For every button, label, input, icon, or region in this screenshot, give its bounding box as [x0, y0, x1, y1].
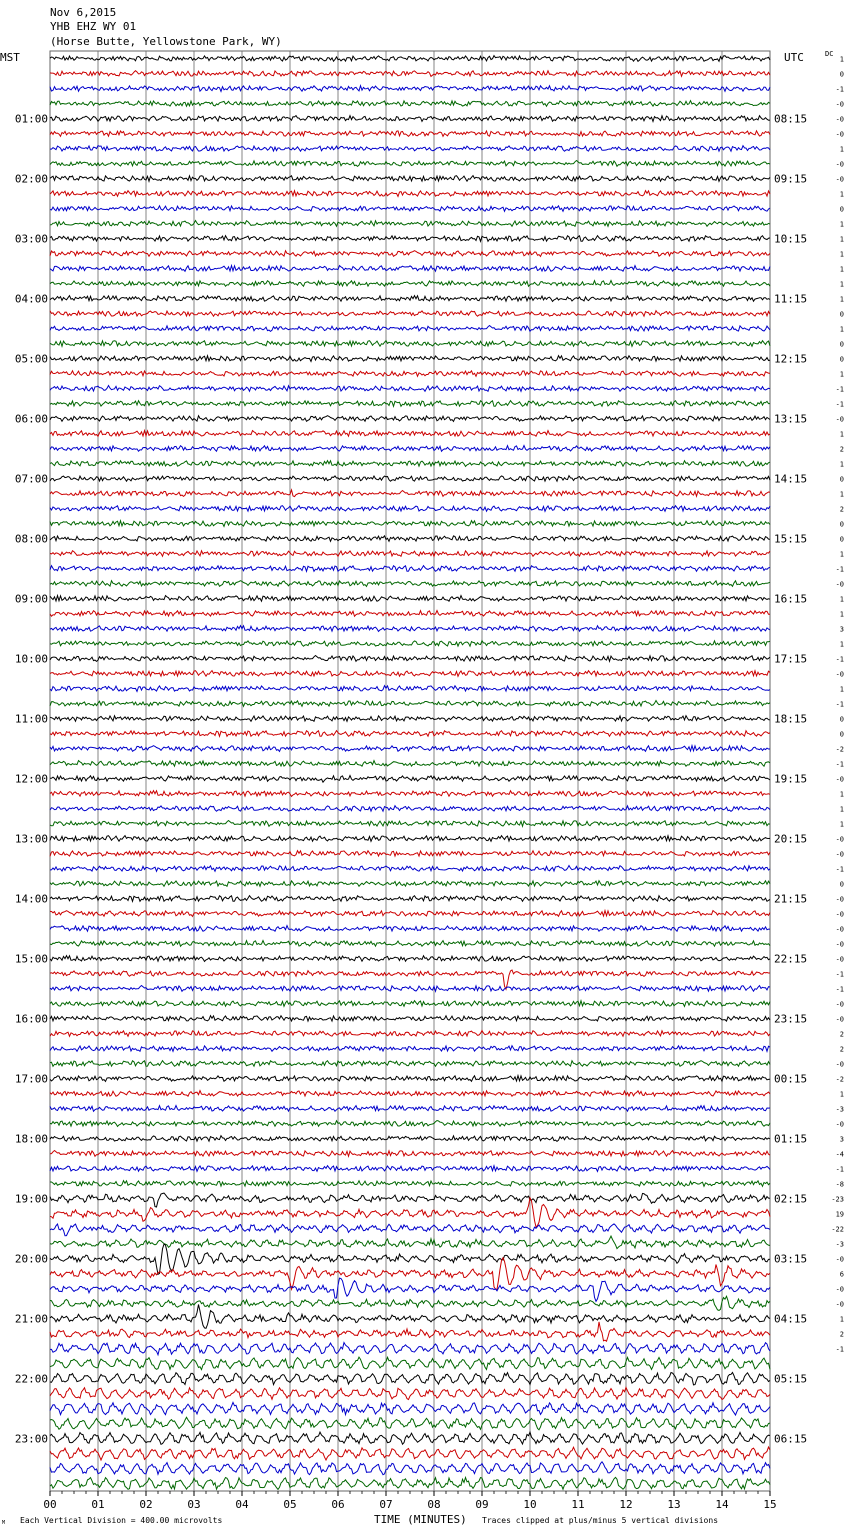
dc-offset-label: 2 — [839, 1030, 844, 1039]
trace-row — [50, 776, 770, 783]
dc-offset-label: 0 — [839, 340, 844, 349]
dc-offset-label: -0 — [835, 115, 844, 124]
trace-row — [50, 461, 770, 467]
utc-hour-label: 15:15 — [774, 532, 808, 546]
dc-offset-label: 2 — [839, 445, 844, 454]
utc-hour-label: 08:15 — [774, 112, 808, 126]
dc-offset-labels — [831, 56, 844, 1354]
trace-row — [50, 1305, 770, 1329]
dc-offset-label: -0 — [835, 160, 844, 169]
trace-row — [50, 71, 770, 77]
trace-row — [50, 56, 770, 62]
trace-row — [50, 86, 770, 92]
x-tick-label: 00 — [43, 1498, 57, 1511]
utc-hour-label: 18:15 — [774, 712, 808, 726]
dc-offset-label: -0 — [835, 580, 844, 589]
dc-offset-label: 1 — [839, 430, 844, 439]
dc-offset-label: 19 — [835, 1210, 844, 1219]
dc-offset-label: 1 — [839, 610, 844, 619]
trace-row — [50, 956, 770, 962]
clip-note: Traces clipped at plus/minus 5 vertical divisions — [482, 1516, 719, 1525]
utc-hour-label: 09:15 — [774, 172, 808, 186]
trace-row — [50, 1091, 770, 1097]
dc-offset-label: -0 — [835, 100, 844, 109]
dc-offset-label: -1 — [835, 970, 844, 979]
dc-offset-label: -1 — [835, 865, 844, 874]
dc-offset-label: -1 — [835, 1165, 844, 1174]
dc-offset-label: -0 — [835, 1000, 844, 1009]
dc-offset-label: -8 — [835, 1180, 844, 1189]
dc-offset-label: 0 — [839, 715, 844, 724]
trace-row — [50, 596, 770, 602]
trace-row — [50, 1016, 770, 1021]
trace-row — [50, 986, 770, 992]
utc-hour-label: 21:15 — [774, 892, 808, 906]
dc-offset-label: -1 — [835, 700, 844, 709]
dc-offset-label: 0 — [839, 310, 844, 319]
dc-offset-label: 1 — [839, 280, 844, 289]
utc-hour-label: 11:15 — [774, 292, 808, 306]
trace-row — [50, 446, 770, 452]
utc-hour-label: 02:15 — [774, 1192, 808, 1206]
dc-offset-label: -1 — [835, 85, 844, 94]
trace-row — [50, 1402, 770, 1415]
dc-offset-label: 2 — [839, 1330, 844, 1339]
trace-row — [50, 701, 770, 707]
x-tick-label: 08 — [427, 1498, 441, 1511]
trace-row — [50, 101, 770, 107]
trace-row — [50, 671, 770, 677]
dc-offset-label: -3 — [835, 1240, 844, 1249]
trace-row — [50, 161, 770, 167]
trace-row — [50, 1432, 770, 1444]
dc-offset-label: 1 — [839, 190, 844, 199]
dc-offset-label: -2 — [835, 745, 844, 754]
trace-row — [50, 266, 770, 272]
trace-row — [50, 716, 770, 722]
dc-offset-label: -1 — [835, 985, 844, 994]
trace-row — [50, 296, 770, 302]
dc-offset-label: 1 — [839, 820, 844, 829]
x-axis-ticks — [43, 1491, 776, 1511]
dc-offset-label: -1 — [835, 385, 844, 394]
x-tick-label: 02 — [139, 1498, 153, 1511]
trace-row — [50, 1136, 770, 1142]
trace-row — [50, 941, 770, 947]
trace-row — [50, 926, 770, 932]
scale-note: Each Vertical Division = 400.00 microvolts — [20, 1516, 223, 1525]
mst-hour-label: 13:00 — [14, 832, 48, 846]
x-tick-label: 10 — [523, 1498, 537, 1511]
trace-row — [50, 1193, 770, 1207]
trace-row — [50, 401, 770, 407]
trace-row — [50, 371, 770, 377]
dc-offset-label: 1 — [839, 790, 844, 799]
dc-offset-label: 1 — [839, 265, 844, 274]
trace-row — [50, 806, 770, 812]
x-tick-label: 06 — [331, 1498, 345, 1511]
mst-hour-label: 17:00 — [14, 1072, 48, 1086]
dc-offset-label: -0 — [835, 670, 844, 679]
trace-row — [50, 191, 770, 197]
trace-row — [50, 746, 770, 752]
dc-offset-label: -0 — [835, 415, 844, 424]
trace-row — [50, 656, 770, 662]
dc-offset-label: 0 — [839, 520, 844, 529]
trace-row — [50, 1373, 770, 1385]
trace-row — [50, 281, 770, 287]
dc-offset-label: 1 — [839, 145, 844, 154]
dc-offset-label: -0 — [835, 1060, 844, 1069]
dc-offset-label: 1 — [839, 220, 844, 229]
trace-row — [50, 1462, 770, 1475]
dc-offset-label: -22 — [831, 1225, 844, 1234]
trace-row — [50, 626, 770, 632]
mst-hour-label: 09:00 — [14, 592, 48, 606]
mst-hour-label: 22:00 — [14, 1372, 48, 1386]
mst-hour-label: 18:00 — [14, 1132, 48, 1146]
mst-hour-label: 21:00 — [14, 1312, 48, 1326]
dc-offset-label: 2 — [839, 505, 844, 514]
dc-offset-label: 1 — [839, 325, 844, 334]
trace-row — [50, 731, 770, 737]
dc-offset-label: -0 — [835, 910, 844, 919]
utc-hour-label: 13:15 — [774, 412, 808, 426]
trace-row — [50, 581, 770, 587]
dc-offset-label: -0 — [835, 1300, 844, 1309]
utc-hour-label: 12:15 — [774, 352, 808, 366]
trace-row — [50, 1258, 770, 1290]
trace-row — [50, 490, 770, 497]
utc-hour-labels — [774, 113, 807, 1446]
utc-hour-label: 06:15 — [774, 1432, 808, 1446]
dc-offset-label: 0 — [839, 535, 844, 544]
trace-row — [50, 131, 770, 137]
dc-offset-label: 0 — [839, 475, 844, 484]
mst-hour-label: 02:00 — [14, 172, 48, 186]
trace-row — [50, 326, 770, 332]
corner-mark: M — [2, 1520, 6, 1526]
header-date: Nov 6,2015 — [50, 6, 117, 19]
mst-hour-label: 19:00 — [14, 1192, 48, 1206]
dc-offset-label: 0 — [839, 205, 844, 214]
trace-row — [50, 611, 770, 617]
mst-hour-label: 03:00 — [14, 232, 48, 246]
mst-hour-label: 04:00 — [14, 292, 48, 306]
right-axis-label: UTC — [784, 51, 804, 64]
trace-row — [50, 881, 770, 887]
mst-hour-labels — [15, 113, 48, 1446]
trace-row — [50, 1121, 770, 1127]
trace-row — [50, 791, 770, 797]
x-tick-label: 15 — [763, 1498, 777, 1511]
mst-hour-label: 12:00 — [14, 772, 48, 786]
trace-row — [50, 686, 770, 692]
dc-offset-label: -1 — [835, 400, 844, 409]
dc-offset-label: 1 — [839, 250, 844, 259]
trace-row — [50, 1166, 770, 1172]
header-station: YHB EHZ WY 01 — [50, 20, 137, 33]
trace-row — [50, 1244, 770, 1274]
x-tick-label: 03 — [187, 1498, 201, 1511]
left-axis-label: MST — [0, 51, 20, 64]
x-tick-label: 09 — [475, 1498, 489, 1511]
trace-row — [50, 761, 770, 767]
trace-row — [50, 536, 770, 542]
dc-offset-label: -0 — [835, 175, 844, 184]
dc-offset-label: -0 — [835, 940, 844, 949]
utc-hour-label: 04:15 — [774, 1312, 808, 1326]
trace-row — [50, 1447, 770, 1460]
x-tick-label: 01 — [91, 1498, 105, 1511]
trace-row — [50, 1001, 770, 1007]
utc-hour-label: 14:15 — [774, 472, 808, 486]
mst-hour-label: 08:00 — [14, 532, 48, 546]
dc-offset-label: -1 — [835, 565, 844, 574]
dc-offset-label: 2 — [839, 1045, 844, 1054]
trace-row — [50, 476, 770, 482]
trace-row — [50, 1477, 770, 1489]
dc-offset-label: 0 — [839, 70, 844, 79]
dc-offset-label: 1 — [839, 460, 844, 469]
x-tick-label: 11 — [571, 1498, 585, 1511]
utc-hour-label: 23:15 — [774, 1012, 808, 1026]
dc-offset-label: -0 — [835, 130, 844, 139]
trace-row — [50, 506, 770, 512]
dc-offset-label: -0 — [835, 895, 844, 904]
dc-offset-label: 1 — [839, 55, 844, 64]
trace-row — [50, 341, 770, 347]
header-location: (Horse Butte, Yellowstone Park, WY) — [50, 35, 282, 48]
trace-row — [50, 1046, 770, 1052]
dc-offset-label: -0 — [835, 1255, 844, 1264]
trace-row — [50, 896, 770, 902]
dc-offset-label: 3 — [839, 1135, 844, 1144]
trace-row — [50, 1236, 770, 1249]
trace-row — [50, 1076, 770, 1082]
dc-offset-label: 1 — [839, 295, 844, 304]
trace-row — [50, 1151, 770, 1157]
utc-hour-label: 01:15 — [774, 1132, 808, 1146]
dc-offset-label: -0 — [835, 955, 844, 964]
mst-hour-label: 10:00 — [14, 652, 48, 666]
mst-hour-label: 20:00 — [14, 1252, 48, 1266]
dc-offset-label: -2 — [835, 1075, 844, 1084]
trace-row — [50, 1181, 770, 1187]
trace-row — [50, 851, 770, 857]
trace-row — [50, 1224, 770, 1236]
x-tick-label: 04 — [235, 1498, 249, 1511]
dc-offset-label: -23 — [831, 1195, 844, 1204]
trace-row — [50, 1357, 770, 1370]
mst-hour-label: 16:00 — [14, 1012, 48, 1026]
trace-row — [50, 821, 770, 827]
dc-offset-label: -4 — [835, 1150, 844, 1159]
trace-row — [50, 386, 770, 392]
trace-row — [50, 431, 770, 437]
x-tick-label: 14 — [715, 1498, 729, 1511]
trace-row — [50, 116, 770, 122]
dc-offset-label: 1 — [839, 370, 844, 379]
trace-row — [50, 1061, 770, 1067]
trace-row — [50, 176, 770, 182]
dc-offset-label: 0 — [839, 355, 844, 364]
mst-hour-label: 05:00 — [14, 352, 48, 366]
trace-row — [50, 146, 770, 152]
utc-hour-label: 00:15 — [774, 1072, 808, 1086]
utc-hour-label: 19:15 — [774, 772, 808, 786]
trace-row — [50, 1322, 770, 1341]
dc-offset-label: 1 — [839, 805, 844, 814]
trace-row — [50, 911, 770, 917]
trace-row — [50, 416, 770, 422]
trace-row — [50, 866, 770, 872]
trace-row — [50, 1278, 770, 1301]
dc-offset-label: 1 — [839, 1090, 844, 1099]
dc-offset-label: 1 — [839, 235, 844, 244]
dc-offset-label: 1 — [839, 640, 844, 649]
trace-row — [50, 566, 770, 572]
mst-hour-label: 07:00 — [14, 472, 48, 486]
seismic-traces — [50, 56, 770, 1490]
dc-offset-label: 0 — [839, 880, 844, 889]
trace-row — [50, 641, 770, 647]
utc-hour-label: 10:15 — [774, 232, 808, 246]
trace-row — [50, 221, 770, 227]
dc-offset-label: -1 — [835, 1345, 844, 1354]
trace-row — [50, 1388, 770, 1400]
trace-row — [50, 836, 770, 842]
utc-hour-label: 05:15 — [774, 1372, 808, 1386]
mst-hour-label: 06:00 — [14, 412, 48, 426]
utc-hour-label: 17:15 — [774, 652, 808, 666]
x-tick-label: 13 — [667, 1498, 681, 1511]
x-axis-title: TIME (MINUTES) — [374, 1513, 467, 1526]
dc-label: DC — [825, 50, 834, 58]
trace-row — [50, 551, 770, 557]
dc-offset-label: -0 — [835, 1120, 844, 1129]
dc-offset-label: 1 — [839, 1315, 844, 1324]
trace-row — [50, 1343, 770, 1355]
dc-offset-label: -0 — [835, 850, 844, 859]
dc-offset-label: 1 — [839, 685, 844, 694]
mst-hour-label: 01:00 — [14, 112, 48, 126]
dc-offset-label: -0 — [835, 925, 844, 934]
utc-hour-label: 03:15 — [774, 1252, 808, 1266]
mst-hour-label: 15:00 — [14, 952, 48, 966]
dc-offset-label: 6 — [839, 1270, 844, 1279]
dc-offset-label: 1 — [839, 550, 844, 559]
trace-row — [50, 1031, 770, 1037]
mst-hour-label: 23:00 — [14, 1432, 48, 1446]
mst-hour-label: 11:00 — [14, 712, 48, 726]
utc-hour-label: 16:15 — [774, 592, 808, 606]
dc-offset-label: 1 — [839, 490, 844, 499]
trace-row — [50, 1106, 770, 1112]
utc-hour-label: 20:15 — [774, 832, 808, 846]
dc-offset-label: -0 — [835, 1285, 844, 1294]
dc-offset-label: 0 — [839, 730, 844, 739]
trace-row — [50, 206, 770, 212]
trace-row — [50, 311, 770, 317]
x-tick-label: 12 — [619, 1498, 633, 1511]
dc-offset-label: 3 — [839, 625, 844, 634]
dc-offset-label: -0 — [835, 1015, 844, 1024]
trace-row — [50, 236, 770, 242]
mst-hour-label: 14:00 — [14, 892, 48, 906]
utc-hour-label: 22:15 — [774, 952, 808, 966]
dc-offset-label: -1 — [835, 655, 844, 664]
dc-offset-label: -1 — [835, 760, 844, 769]
trace-row — [50, 356, 770, 362]
x-tick-label: 07 — [379, 1498, 393, 1511]
dc-offset-label: -0 — [835, 835, 844, 844]
trace-row — [50, 1296, 770, 1310]
dc-offset-label: -3 — [835, 1105, 844, 1114]
trace-row — [50, 521, 770, 527]
trace-row — [50, 1417, 770, 1430]
dc-offset-label: 1 — [839, 595, 844, 604]
trace-row — [50, 251, 770, 257]
dc-offset-label: -0 — [835, 775, 844, 784]
x-tick-label: 05 — [283, 1498, 297, 1511]
